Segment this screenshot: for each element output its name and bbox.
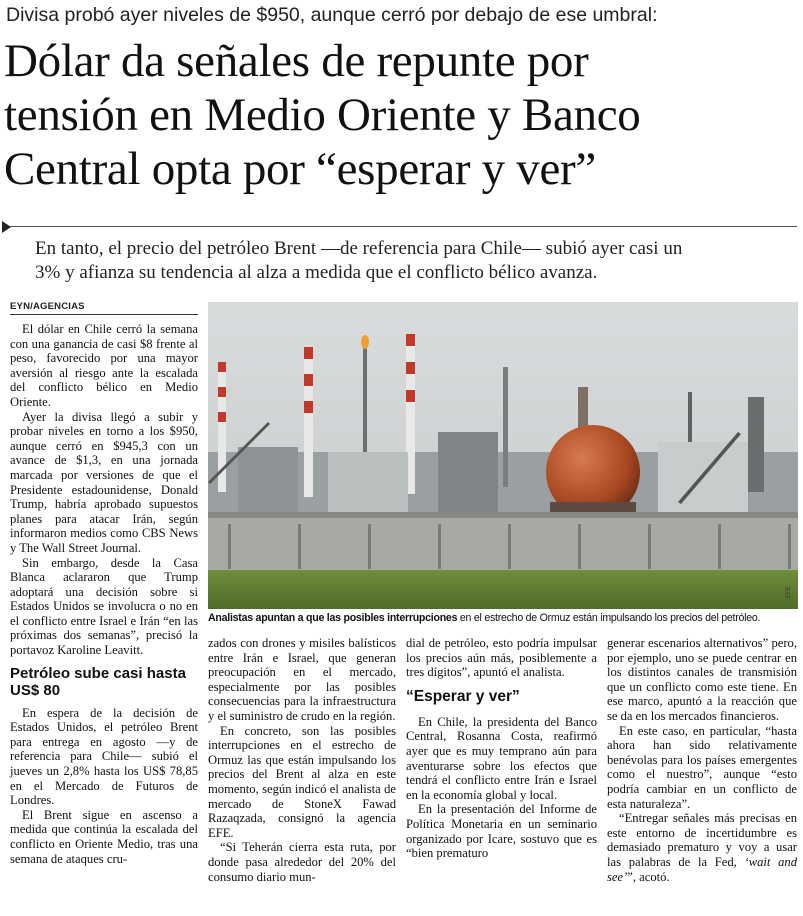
headline-line-2: tensión en Medio Oriente y Banco [4,89,641,141]
paragraph: El dólar en Chile cerró la semana con una ganancia de casi $8 frente al peso, favorecido por una mayor aversión al riesgo ante la escalada del conflicto bélico en Medio Oriente. [10,322,198,409]
paragraph: zados con drones y misiles balísticos entre Irán e Israel, que generan preocupación en el mercado, especialmente por las posibles consecuencias para la infraestructura y el suministro de crudo en la región. [208,636,396,723]
byline-rule [10,314,198,315]
caption-text: en el estrecho de Ormuz están impulsando los precios del petróleo. [457,612,761,624]
deck-line-2: 3% y afianza su tendencia al alza a medida que el conflicto bélico avanza. [35,262,598,283]
quote-emphasis: ‘wait and see’ [607,854,798,884]
paragraph: Sin embargo, desde la Casa Blanca aclararon que Trump adoptará una decisión sobre si Estados Unidos se involucra o no en el conflicto entre Israel e Irán “en las próximas dos semanas”, precisó la portavoz Karoline Leavitt. [10,555,198,658]
headline-line-3: Central opta por “esperar y ver” [4,143,596,195]
paragraph: En espera de la decisión de Estados Unidos, el petróleo Brent para entrega en agosto —y de referencia para Chile— subió el jueves un 2,8% hasta los US$ 78,85 en el Mercado de Futuros de Londres. [10,705,198,808]
headline [4,34,799,196]
kicker: Divisa probó ayer niveles de $950, aunque cerró por debajo de ese umbral: [6,4,658,26]
separator-rule [10,226,797,227]
article-column-2 [208,636,396,884]
byline: EYN/AGENCIAS [10,301,85,312]
caption-bold: Analistas apuntan a que las posibles interrupciones [208,612,458,624]
paragraph: Ayer la divisa llegó a subir y probar niveles en torno a los $950, aunque cerró en $945,3 con un avance de $1,3, en una jornada marcada por versiones de que el Presidente estadounidense, Donald Trump, habría aprobado supuestos planes para atacar Irán, según informaron medios como CBS News y The Wall Street Journal. [10,409,198,555]
headline-line-1: Dólar da señales de repunte por [4,35,589,87]
paragraph [607,811,797,884]
paragraph: El Brent sigue en ascenso a medida que continúa la escalada del conflicto en Oriente Medio, tras una semana de ataques cru- [10,807,198,866]
quote-text: “Entregar señales más precisas en este entorno de incertidumbre es demasiado prematuro y voy a usar las palabras de la Fed, [607,811,797,869]
paragraph: generar escenarios alternativos” pero, por ejemplo, uno se puede centrar en los distintos canales de transmisión que un conflicto como este tiene. En ese marco, apuntó a la reacción que se da en los mercados financieros. [607,636,797,723]
photo-credit: EFE [786,586,792,598]
paragraph: “Si Teherán cierra esta ruta, por donde pasa alrededor del 20% del consumo diario mun- [208,840,396,884]
paragraph: En la presentación del Informe de Política Monetaria en un seminario organizado por Icare, sostuvo que es “bien prematuro [406,802,597,861]
paragraph: dial de petróleo, esto podría impulsar los precios aún más, posiblemente a tres dígitos”, apuntó el analista. [406,636,597,680]
refinery-illustration [208,302,798,609]
photo-caption [208,612,800,625]
refinery-photo [208,302,798,609]
deck [35,237,800,285]
paragraph: En este caso, en particular, “hasta ahora han sido relativamente benévolas para los países emergentes como el nuestro”, aunque “esto podría cambiar en un conflicto de esta naturaleza”. [607,723,797,811]
subheading-esperar-y-ver: “Esperar y ver” [406,687,520,705]
article-column-1 [10,322,198,866]
paragraph: En Chile, la presidenta del Banco Central, Rosanna Costa, reafirmó ayer que es muy temprano aún para aventurarse sobre los efectos que tendrá el conflicto entre Irán e Israel en la economía global y local. [406,714,597,802]
separator-arrow-icon [2,221,11,233]
deck-line-1: En tanto, el precio del petróleo Brent —de referencia para Chile— subió ayer casi un [35,238,683,259]
subheading-petroleo: Petróleo sube casi hasta US$ 80 [10,664,186,699]
article-column-4 [607,636,797,884]
article-column-3 [406,636,597,861]
paragraph: En concreto, son las posibles interrupciones en el estrecho de Ormuz las que están impulsando los precios del Brent al alza en este momento, según indicó el analista de mercado de StoneX Fawad Razaqzada, consignó la agencia EFE. [208,723,396,840]
quote-end: ”, acotó. [627,869,670,884]
